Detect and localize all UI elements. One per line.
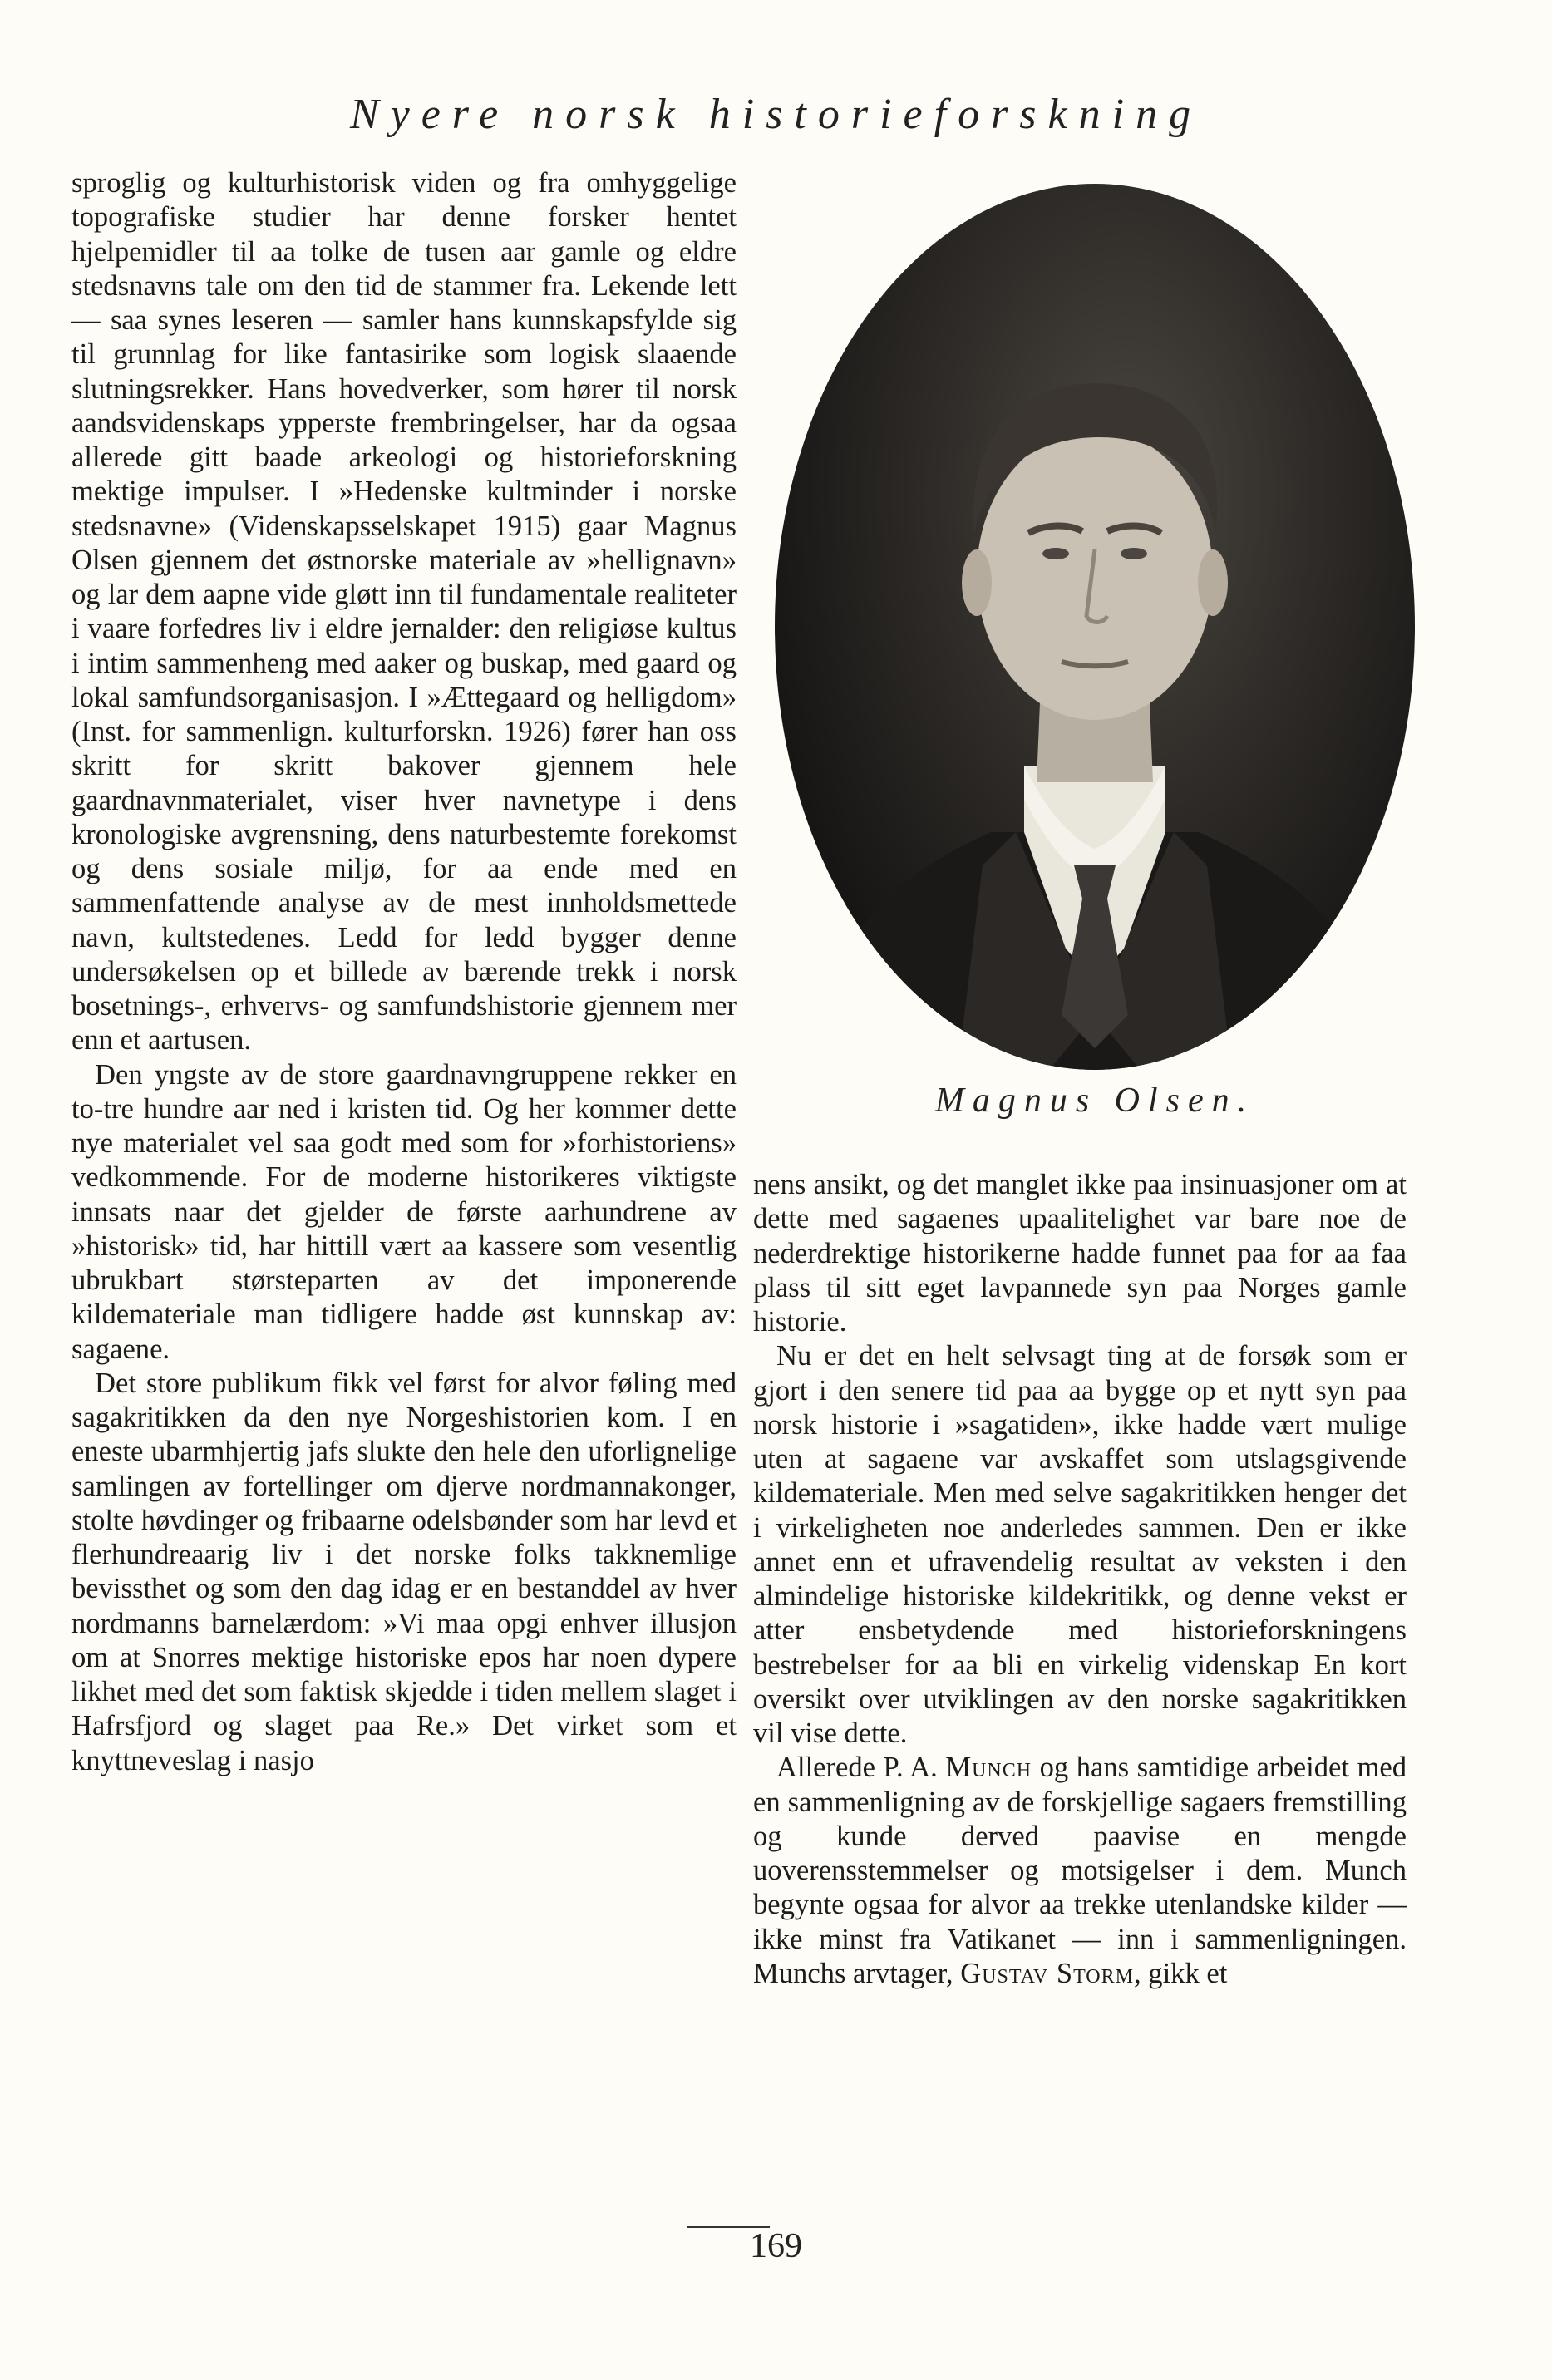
page-number: 169	[750, 2227, 802, 2265]
paragraph: Det store publikum fikk vel først for alvor føling med sagakritikken da den nye Norgeshistorien kom. I en eneste ubarmhjertig jafs slukte den hele den uforlignelige samlingen av fortellinger om djerve nordmannakonger, stolte høvdinger og fribaarne odelsbønder som har levd et flerhundreaarig liv i det norske folks takknemlige bevissthet og som den dag idag er en bestanddel av hver nordmanns barnelærdom: »Vi maa opgi enhver illusjon om at Snorres mektige historiske epos har noen dypere likhet med det som faktisk skjedde i tiden mellem slaget i Hafrsfjord og slaget paa Re.» Det virket som et knyttneveslag i nasjo	[71, 1367, 737, 1776]
right-column	[753, 1168, 1407, 1991]
paragraph	[753, 1751, 1407, 1991]
running-header: Nyere norsk historieforskning	[349, 91, 1203, 138]
left-column	[71, 166, 737, 1778]
paragraph: Den yngste av de store gaardnavngruppene rekker en to-tre hundre aar ned i kristen tid. Og her kommer dette nye materialet vel saa godt med som for »forhistoriens» vedkommende. For de moderne historikeres viktigste innsats naar det gjelder de første aarhundrene av »historisk» tid, har hittill vært aa kassere som vesentlig ubrukbart størsteparten av det imponerende kildemateriale man tidligere hadde øst kunnskap av: sagaene.	[71, 1058, 737, 1365]
person-name: Munch	[945, 1752, 1032, 1784]
portrait-photo-icon	[775, 184, 1415, 1070]
paragraph-text: og hans samtidige arbeidet med en sammenligning av de forskjellige sagaers fremstilling og kunde derved paavise en mengde uoverensstemmelser og motsigelser i dem. Munch begynte ogsaa for alvor aa trekke utenlandske kilder — ikke minst fra Vatikanet — inn i sammenligningen. Munchs arvtager,	[753, 1752, 1407, 1989]
paragraph: Nu er det en helt selvsagt ting at de forsøk som er gjort i den senere tid paa aa bygge op et nytt syn paa norsk historie i »sagatiden», ikke hadde vært mulige uten at sagaene var avskaffet som utslagsgivende kildemateriale. Men med selve sagakritikken henger det i virkeligheten noe anderledes sammen. Den er ikke annet enn et ufravendelig resultat av veksten i den almindelige historiske kildekritikk, og denne vekst er atter ensbetydende med historieforskningens bestrebelser for aa bli en virkelig videnskap En kort oversikt over utviklingen av den norske sagakritikken vil vise dette.	[753, 1340, 1407, 1749]
person-name: Gustav Storm	[960, 1957, 1134, 1989]
paragraph: nens ansikt, og det manglet ikke paa insinuasjoner om at dette med sagaenes upaalitelighet var bare noe de nederdrektige historikerne hadde funnet paa for aa faa plass til sitt eget lavpannede syn paa Norges gamle historie.	[753, 1169, 1407, 1338]
paragraph: sproglig og kulturhistorisk viden og fra omhyggelige topografiske studier har denne forsker hentet hjelpemidler til aa tolke de tusen aar gamle og eldre stedsnavns tale om den tid de stammer fra. Lekende lett — saa synes leseren — samler hans kunnskapsfylde sig til grunnlag for like fantasirike som logisk slaaende slutningsrekker. Hans hovedverker, som hører til norsk aandsvidenskaps ypperste frembringelser, har da ogsaa allerede gitt baade arkeologi og historieforskning mektige impulser. I »Hedenske kultminder i norske stedsnavne» (Videnskapsselskapet 1915) gaar Magnus Olsen gjennem det østnorske materiale av »hellignavn» og lar dem aapne vide gløtt inn til fundamentale realiteter i vaare forfedres liv i eldre jernalder: den religiøse kultus i intim sammenheng med aaker og buskap, med gaard og lokal samfundsorganisasjon. I »Ættegaard og helligdom» (Inst. for sammenlign. kulturforskn. 1926) fører han oss skritt for skritt bakover gjennem hele gaardnavnmaterialet, viser hver navnetype i dens kronologiske avgrensning, dens naturbestemte forekomst og dens sosiale miljø, for aa ende med en sammenfattende analyse av de mest innholdsmettede navn, kultstedenes. Ledd for ledd bygger denne undersøkelsen op et billede av bærende trekk i norsk bosetnings-, erhvervs- og samfundshistorie gjennem mer enn et aartusen.	[71, 167, 737, 1057]
paragraph-text: Allerede P. A.	[776, 1752, 946, 1784]
figure-caption: Magnus Olsen.	[934, 1082, 1255, 1120]
paragraph-text: , gikk et	[1133, 1957, 1228, 1989]
